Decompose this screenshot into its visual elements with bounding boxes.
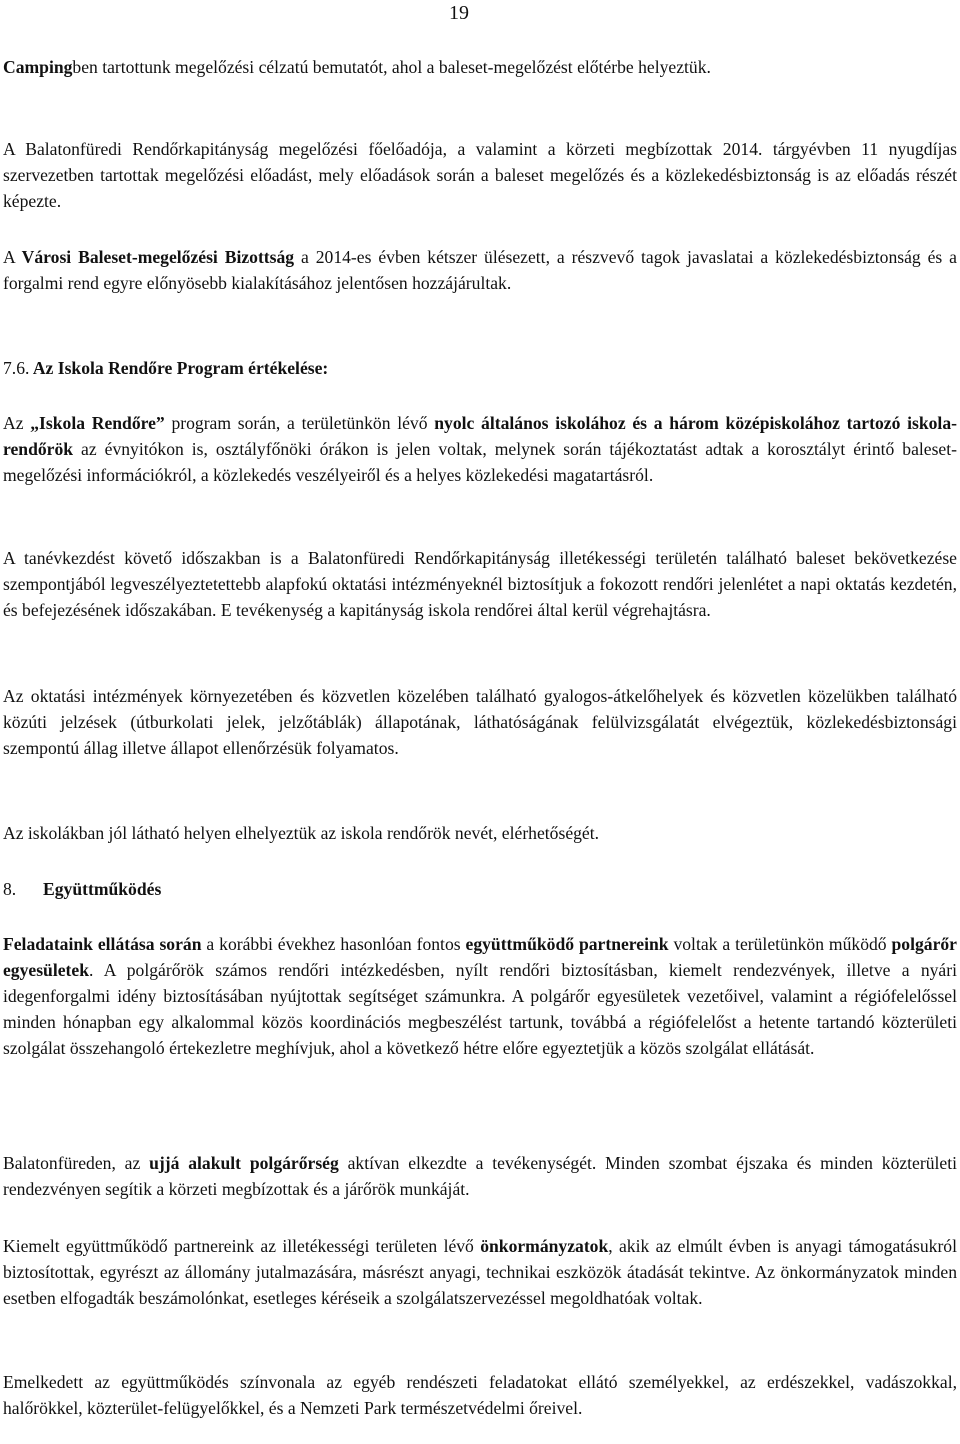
paragraph-camping <box>3 54 957 80</box>
bold-text: polgárőr egyesületek <box>3 934 957 980</box>
bold-text: önkormányzatok <box>480 1236 609 1256</box>
text: , akik az elmúlt évben is anyagi támogatásukról biztosítottak, egyrészt az állomány jutalmazására, másrészt anyagi, technikai eszközök átadását tekintve. Az önkormányzatok minden esetben elfogadták beszámolónkat, esetleges kéréseik a szolgálatszervezéssel megoldhatóak voltak. <box>3 1236 957 1308</box>
paragraph-civil-guard <box>3 931 957 1061</box>
text: aktívan elkezdte a tevékenységét. Minden szombat éjszaka és minden közterületi rendezvényen segítik a körzeti megbízottak és a járőrök munkáját. <box>3 1153 957 1199</box>
text: . A polgárőrök számos rendőri intézkedésben, nyílt rendőri biztosításban, kiemelt rendezvények, illetve a nyári idegenforgalmi idény biztosításában nyújtottak segítséget számunkra. A polgárőr egyesületek vezetőivel, valamint a régiófelelőssel minden hónapban egy alkalommal közös koordinációs megbeszélést tartunk, továbbá a régiófelelőst a hetente tartandó közterületi szolgálat összehangoló értekezletre meghívjuk, ahol a következő hétre előre egyeztetjük a közös szolgálat ellátását. <box>3 960 957 1058</box>
paragraph-balatonfured <box>3 1150 957 1202</box>
text: a korábbi évekhez hasonlóan fontos <box>201 934 466 954</box>
text: Kiemelt együttműködő partnereink az illetékességi területen lévő <box>3 1236 481 1256</box>
paragraph-school-contacts: Az iskolákban jól látható helyen elhelyeztük az iskola rendőrök nevét, elérhetőségét. <box>3 823 600 843</box>
section-heading-7-6 <box>3 355 328 381</box>
section-title: Együttműködés <box>43 879 162 899</box>
text: program során, a területünkön lévő <box>164 413 435 433</box>
bold-text: Városi Baleset-megelőzési Bizottság <box>21 247 295 267</box>
paragraph-cooperation-level: Emelkedett az együttműködés színvonala az egyéb rendészeti feladatokat ellátó személyekkel, az erdészekkel, vadászokkal, halőrökkel, közterület-felügyelőkkel, és a Nemzeti Park természetvédelmi őreivel. <box>3 1372 957 1418</box>
bold-text: ujjá alakult polgárőrség <box>149 1153 339 1173</box>
section-title: Az Iskola Rendőre Program értékelése: <box>32 358 329 378</box>
paragraph-school-year: A tanévkezdést követő időszakban is a Balatonfüredi Rendőrkapitányság illetékességi területén található baleset bekövetkezése szempontjából legveszélyeztetettebb alapfokú oktatási intézményeknél biztosítjuk a fokozott rendőri jelenlétet a napi oktatás kezdetén, és befejezésének időszakában. E tevékenység a kapitányság iskola rendőrei által kerül végrehajtásra. <box>3 548 957 620</box>
bold-text: Feladataink ellátása során <box>3 934 202 954</box>
text: A <box>3 247 22 267</box>
page-number: 19 <box>449 2 469 24</box>
bold-text: „Iskola Rendőre” <box>30 413 165 433</box>
text: ben tartottunk megelőzési célzatú bemutatót, ahol a baleset-megelőzést előtérbe helyeztük. <box>72 57 711 77</box>
bold-text: nyolc általános iskolához és a három középiskolához tartozó iskola-rendőrök <box>3 413 957 459</box>
text: Balatonfüreden, az <box>3 1153 150 1173</box>
text: a 2014-es évben kétszer ülésezett, a részvevő tagok javaslatai a közlekedésbiztonság és a forgalmi rend egyre előnyösebb kialakításához jelentősen hozzájárultak. <box>3 247 957 293</box>
bold-text: együttműködő partnereink <box>465 934 669 954</box>
section-number: 8. <box>3 879 17 899</box>
bold-text: Camping <box>3 57 73 77</box>
text: voltak a területünkön működő <box>668 934 892 954</box>
paragraph-crossings: Az oktatási intézmények környezetében és közvetlen közelében található gyalogos-átkelőhelyek és közvetlen közelükben található közúti jelzések (útburkolati jelek, jelzőtáblák) állapotának, láthatóságának felülvizsgálatát elvégeztük, közlekedésbiztonsági szempontú állag illetve állapot ellenőrzésük folyamatos. <box>3 686 957 758</box>
paragraph-school-police <box>3 410 957 488</box>
text: Az <box>3 413 31 433</box>
document-page <box>3 0 957 1444</box>
paragraph-committee <box>3 244 957 296</box>
section-number: 7.6. <box>3 358 30 378</box>
paragraph-lectures: A Balatonfüredi Rendőrkapitányság megelőzési főelőadója, a valamint a körzeti megbízottak 2014. tárgyévben 11 nyugdíjas szervezetben tartottak megelőzési előadást, mely előadások során a baleset megelőzés és a közlekedésbiztonság is az előadás részét képezte. <box>3 139 957 211</box>
text: az évnyitókon is, osztályfőnöki órákon is jelen voltak, melynek során tájékoztatást adtak a korosztályt érintő baleset-megelőzési információkról, a közlekedés veszélyeiről és a helyes közlekedési magatartásról. <box>3 439 957 485</box>
section-heading-8 <box>3 876 161 902</box>
paragraph-municipalities <box>3 1233 957 1311</box>
